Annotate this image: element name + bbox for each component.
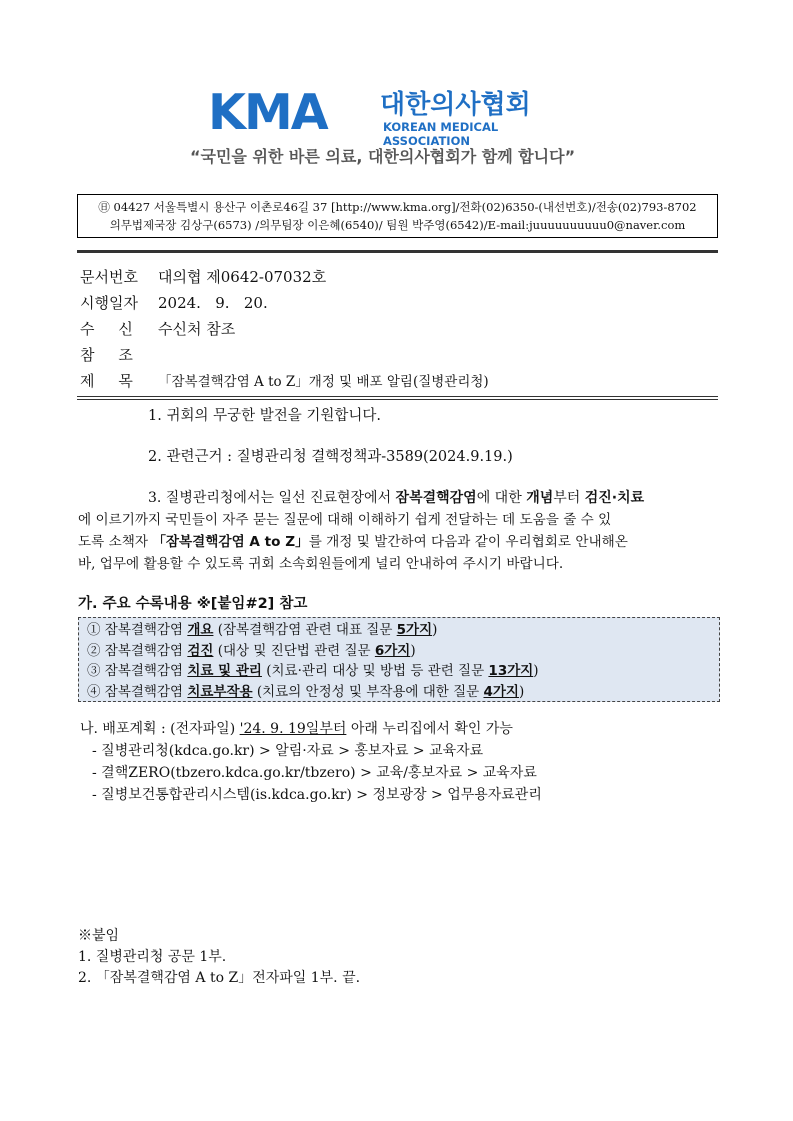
doc-number: 대의협 제0642-07032호	[158, 268, 327, 286]
date-row	[80, 292, 268, 314]
item-key: 치료 및 관리	[187, 663, 262, 679]
text: 잠복결핵감염	[104, 683, 188, 700]
contact-line-address: ㊐ 04427 서울특별시 용산구 이촌로46길 37 [http://www.kma.org]/전화(02)6350-(내선번호)/전송(02)793-8702	[98, 200, 697, 214]
kma-logo	[208, 84, 588, 148]
text: 잠복결핵감염	[104, 663, 188, 679]
text: 잠복결핵감염	[104, 642, 188, 659]
distribution-date: '24. 9. 19일부터	[239, 721, 347, 737]
org-name-english: KOREAN MEDICAL ASSOCIATION	[383, 120, 499, 148]
recipient-row	[80, 318, 235, 340]
attachment-item: 1. 질병관리청 공문 1부.	[78, 949, 227, 965]
text: (대상 및 진단법 관련 질문	[213, 642, 375, 659]
text: )	[410, 642, 416, 659]
date-label: 시행일자	[80, 294, 138, 312]
paragraph-1: 1. 귀회의 무궁한 발전을 기원합니다.	[148, 408, 381, 424]
text: (치료의 안정성 및 부작용에 대한 질문	[252, 683, 484, 700]
text: 부터	[553, 490, 585, 506]
booklet-title: 「잠복결핵감염 A to Z」	[152, 534, 309, 550]
contact-box	[77, 194, 718, 238]
doc-number-row	[80, 266, 326, 288]
contents-list-box	[78, 617, 720, 702]
recipient-label: 수 신	[80, 320, 133, 338]
distribution-link-kdca: - 질병관리청(kdca.go.kr) > 알림·자료 > 홍보자료 > 교육자료	[92, 743, 484, 759]
text: 3. 질병관리청에서는 일선 진료현장에서	[148, 490, 396, 506]
recipient-value: 수신처 참조	[158, 320, 236, 338]
list-item	[87, 682, 719, 703]
paragraph-2: 2. 관련근거 : 질병관리청 결핵정책과-3589(2024.9.19.)	[148, 449, 513, 465]
item-count: 13가지	[488, 663, 534, 679]
paragraph-3-line-4: 바, 업무에 활용할 수 있도록 귀회 소속회원들에게 널리 안내하여 주시기 바랍니다.	[78, 556, 564, 572]
item-number: ③	[87, 663, 101, 679]
subject-row	[80, 370, 489, 392]
paragraph-3-line-1	[78, 487, 718, 509]
reference-row	[80, 344, 158, 366]
text: )	[432, 622, 438, 638]
item-key: 치료부작용	[187, 683, 253, 700]
text: 에 대한	[476, 490, 527, 506]
list-item	[87, 641, 719, 662]
keyword-concept: 개념	[526, 490, 554, 506]
distribution-link-tbzero: - 결핵ZERO(tbzero.kdca.go.kr/tbzero) > 교육/홍보자료 > 교육자료	[92, 765, 537, 781]
keyword-screening-treatment: 검진·치료	[584, 490, 645, 506]
divider	[77, 399, 718, 400]
org-name-korean: 대한의사협회	[380, 90, 531, 120]
divider	[77, 396, 718, 397]
list-item	[87, 620, 719, 641]
doc-number-label: 문서번호	[80, 268, 138, 286]
text: (잠복결핵감염 관련 대표 질문	[213, 622, 397, 638]
item-key: 개요	[187, 622, 214, 638]
slogan: “국민을 위한 바른 의료, 대한의사협회가 함께 합니다”	[190, 147, 576, 166]
text: )	[518, 683, 525, 700]
section-b-title	[80, 718, 513, 740]
subject-label: 제 목	[80, 372, 133, 390]
distribution-link-is-kdca: - 질병보건통합관리시스템(is.kdca.go.kr) > 정보광장 > 업무용자료관리	[92, 787, 542, 803]
text: 나. 배포계획 : (전자파일)	[80, 721, 240, 737]
item-count: 6가지	[374, 642, 411, 659]
paragraph-3-line-3	[78, 531, 718, 553]
item-number: ①	[87, 622, 101, 638]
text: )	[533, 663, 539, 679]
contact-line-staff: 의무법제국장 김상구(6573) /의무팀장 이은혜(6540)/ 팀원 박주영(6542)/E-mail:juuuuuuuuuu0@naver.com	[109, 218, 686, 232]
date-value: 2024. 9. 20.	[158, 294, 268, 312]
reference-label: 참 조	[80, 346, 133, 364]
item-number: ②	[87, 642, 101, 659]
item-count: 4가지	[483, 683, 519, 700]
keyword-ltbi: 잠복결핵감염	[395, 490, 477, 506]
list-item	[87, 661, 719, 682]
text: 를 개정 및 발간하여 다음과 같이 우리협회로 안내해온	[308, 534, 628, 550]
text: 아래 누리집에서 확인 가능	[346, 721, 513, 737]
attachments-title: ※붙임	[78, 928, 120, 944]
divider	[77, 250, 718, 253]
attachment-item: 2. 「잠복결핵감염 A to Z」전자파일 1부. 끝.	[78, 970, 361, 986]
item-key: 검진	[187, 642, 214, 659]
text: 도록 소책자	[78, 534, 153, 550]
item-count: 5가지	[396, 622, 433, 638]
logo-mark: KMA	[208, 84, 327, 141]
subject-value: 「잠복결핵감염 A to Z」개정 및 배포 알림(질병관리청)	[158, 374, 489, 390]
text: 잠복결핵감염	[104, 622, 188, 638]
paragraph-3-line-2: 에 이르기까지 국민들이 자주 묻는 질문에 대해 이해하기 쉽게 전달하는 데 도움을 줄 수 있	[78, 512, 612, 528]
section-a-title: 가. 주요 수록내용 ※[붙임#2] 참고	[78, 596, 308, 612]
item-number: ④	[87, 683, 101, 700]
text: (치료·관리 대상 및 방법 등 관련 질문	[261, 663, 489, 679]
